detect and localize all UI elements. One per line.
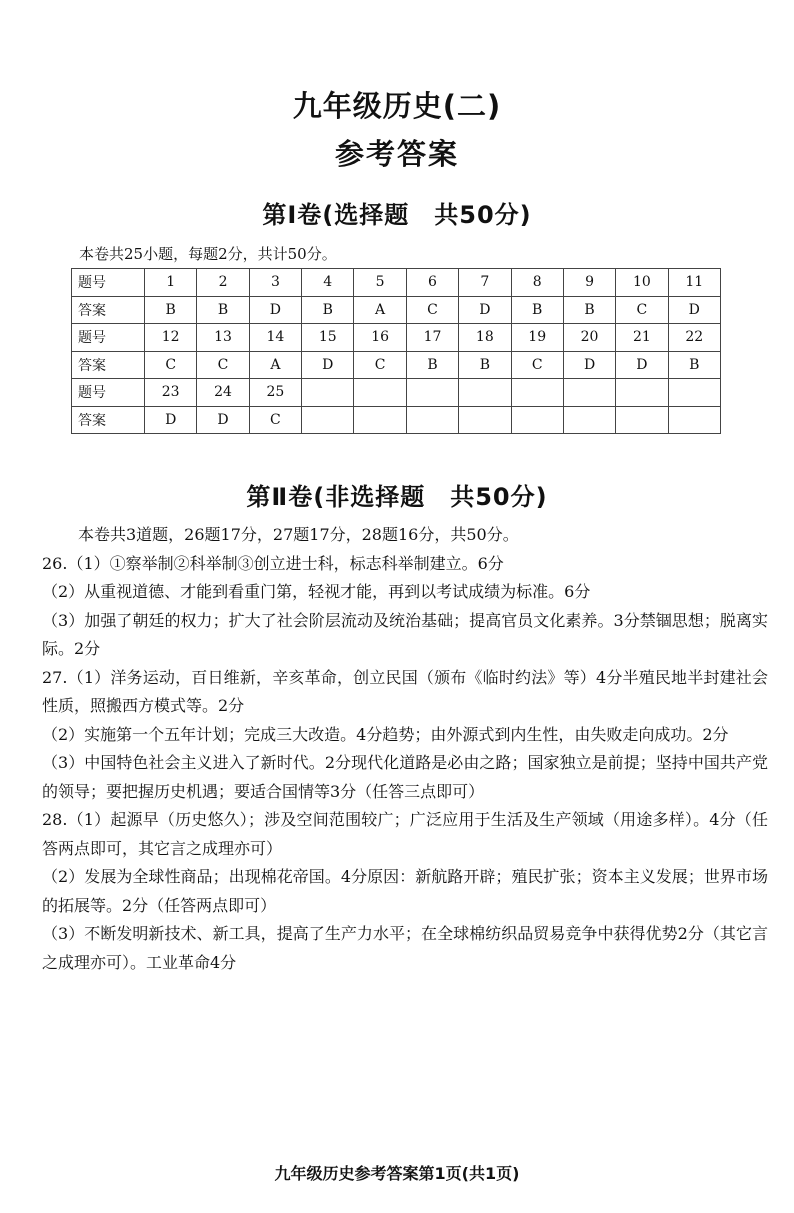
answer-letter [668,406,720,434]
question-number [406,379,458,407]
question-number [354,379,406,407]
answer-letter: C [406,296,458,324]
answer-letter: B [511,296,563,324]
answer-letter: D [302,351,354,379]
answer-letter: D [563,351,615,379]
answer-letter: B [668,351,720,379]
question-number: 6 [406,269,458,297]
question-number: 11 [668,269,720,297]
question-number: 10 [616,269,668,297]
question-number: 17 [406,324,458,352]
answer-letter: B [145,296,197,324]
question-number: 19 [511,324,563,352]
section1-heading: 第Ⅰ卷(选择题 共50分) [262,201,532,229]
answer-letter [616,406,668,434]
answer-letter [459,406,511,434]
answer-letter [354,406,406,434]
answer-letter: C [145,351,197,379]
answer-letter [406,406,458,434]
question-number: 7 [459,269,511,297]
question-number: 2 [197,269,249,297]
question-number: 12 [145,324,197,352]
answer-line: （3）加强了朝廷的权力；扩大了社会阶层流动及统治基础；提高官员文化素养。3分禁锢思想；脱离实际。2分 [42,610,768,658]
answer-letter: A [249,351,301,379]
answer-line: （2）实施第一个五年计划；完成三大改造。4分趋势；由外源式到内生性，由失败走向成功。2分 [42,724,729,744]
question-number: 4 [302,269,354,297]
answer-line: 27.（1）洋务运动，百日维新，辛亥革命，创立民国（颁布《临时约法》等）4分半殖民地半封建社会性质，照搬西方模式等。2分 [42,667,768,715]
answer-row-label: 答案 [72,351,145,379]
answer-letter: B [406,351,458,379]
answer-letter: D [459,296,511,324]
question-number [302,379,354,407]
question-number: 24 [197,379,249,407]
answer-letter: D [249,296,301,324]
question-row-label: 题号 [72,379,145,407]
answer-letter: B [302,296,354,324]
question-number: 25 [249,379,301,407]
question-number: 22 [668,324,720,352]
question-number: 13 [197,324,249,352]
question-number [668,379,720,407]
question-row-label: 题号 [72,269,145,297]
question-row [72,269,721,297]
page-footer: 九年级历史参考答案第1页(共1页) [274,1164,520,1183]
question-number [511,379,563,407]
question-number: 21 [616,324,668,352]
answer-letter [302,406,354,434]
answer-line: 28.（1）起源早（历史悠久）；涉及空间范围较广；广泛应用于生活及生产领域（用途多样）。4分（任答两点即可，其它言之成理亦可） [42,810,768,858]
section2-heading: 第Ⅱ卷(非选择题 共50分) [246,483,548,511]
question-number [563,379,615,407]
answer-letter: D [668,296,720,324]
answer-letter: B [197,296,249,324]
answer-table [71,268,721,434]
answer-letter: D [197,406,249,434]
answer-letter: D [616,351,668,379]
page-subtitle: 参考答案 [334,137,459,171]
answer-letter: A [354,296,406,324]
question-number: 8 [511,269,563,297]
answer-line: （3）中国特色社会主义进入了新时代。2分现代化道路是必由之路；国家独立是前提；坚持中国共产党的领导；要把握历史机遇；要适合国情等3分（任答三点即可） [42,753,768,801]
answer-line: （3）不断发明新技术、新工具，提高了生产力水平；在全球棉纺织品贸易竞争中获得优势2分（其它言之成理亦可）。工业革命4分 [42,924,768,972]
answer-letter: C [249,406,301,434]
question-number [616,379,668,407]
question-number: 1 [145,269,197,297]
answer-letter: B [459,351,511,379]
question-row [72,379,721,407]
answer-letter [511,406,563,434]
question-row [72,324,721,352]
answer-letter [563,406,615,434]
answer-letter: C [511,351,563,379]
section2-content [40,521,768,977]
question-number: 5 [354,269,406,297]
answer-row-label: 答案 [72,296,145,324]
answer-letter: D [145,406,197,434]
section1-intro: 本卷共25小题，每题2分，共计50分。 [79,245,337,263]
question-number: 16 [354,324,406,352]
answer-line: （2）从重视道德、才能到看重门第，轻视才能，再到以考试成绩为标准。6分 [42,582,591,601]
answer-letter: B [563,296,615,324]
answer-letter: C [616,296,668,324]
question-number: 14 [249,324,301,352]
question-number: 15 [302,324,354,352]
answer-letter: C [354,351,406,379]
question-number [459,379,511,407]
answer-row [72,296,721,324]
answer-letter: C [197,351,249,379]
answer-line: 26.（1）①察举制②科举制③创立进士科，标志科举制建立。6分 [42,553,504,573]
question-number: 18 [459,324,511,352]
question-row-label: 题号 [72,324,145,352]
question-number: 9 [563,269,615,297]
answer-line: （2）发展为全球性商品；出现棉花帝国。4分原因：新航路开辟；殖民扩张；资本主义发展；世界市场的拓展等。2分（任答两点即可） [42,867,768,915]
answer-row-label: 答案 [72,406,145,434]
question-number: 23 [145,379,197,407]
question-number: 3 [249,269,301,297]
answer-row [72,351,721,379]
question-number: 20 [563,324,615,352]
page-title: 九年级历史(二) [292,89,502,123]
section2-intro: 本卷共3道题，26题17分，27题17分，28题16分，共50分。 [78,525,519,544]
answer-row [72,406,721,434]
